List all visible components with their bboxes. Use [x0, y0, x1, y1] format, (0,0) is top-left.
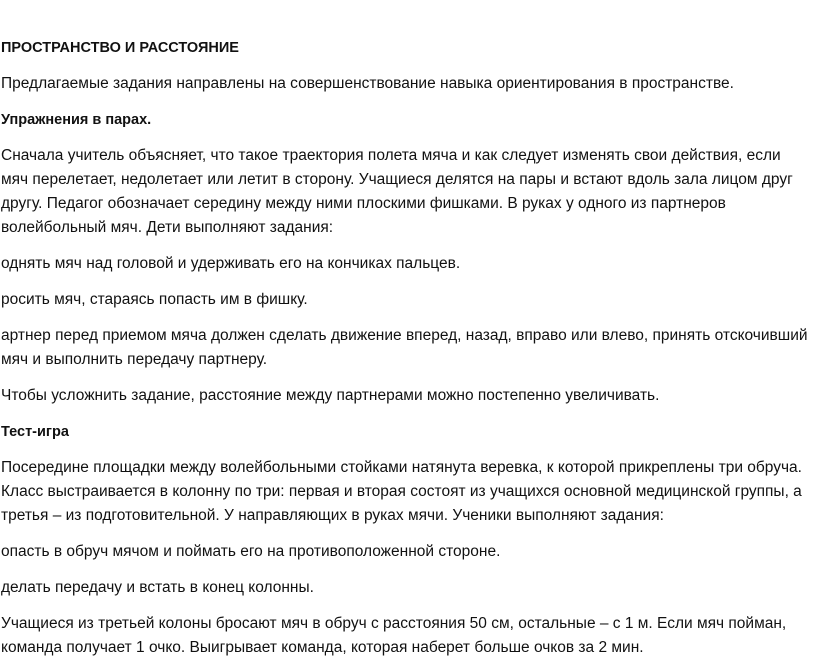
section-heading-pairs: Упражнения в парах. [1, 112, 152, 128]
test-game-description: Посередине площадки между волейбольными стойками натянута веревка, к которой прикреплены три обруча. Класс выстраивается в колонну по три: первая и вторая состоят из учащихся основной медицинской группы, а третья – из подготовительной. У направляющих в руках мячи. Ученики выполняют задания: [1, 459, 802, 524]
task-item: росить мяч, стараясь попасть им в фишку. [1, 291, 308, 308]
task-item: артнер перед приемом мяча должен сделать движение вперед, назад, вправо или влево, принять отскочивший мяч и выполнить передачу партнеру. [1, 327, 808, 368]
intro-paragraph: Предлагаемые задания направлены на совершенствование навыка ориентирования в пространстве. [1, 75, 734, 92]
page-title: ПРОСТРАНСТВО И РАССТОЯНИЕ [1, 40, 239, 56]
task-item: опасть в обруч мячом и поймать его на противоположенной стороне. [1, 543, 501, 560]
pairs-description: Сначала учитель объясняет, что такое траектория полета мяча и как следует изменять свои действия, если мяч перелетает, недолетает или летит в сторону. Учащиеся делятся на пары и встают вдоль зала лицом друг другу. Педагог обозначает середину между ними плоскими фишками. В руках у одного из партнеров волейбольный мяч. Дети выполняют задания: [1, 147, 793, 236]
task-item: делать передачу и встать в конец колонны. [1, 579, 314, 596]
section-heading-test-game: Тест-игра [1, 424, 69, 440]
scoring-paragraph: Учащиеся из третьей колоны бросают мяч в обруч с расстояния 50 см, остальные – с 1 м. Если мяч пойман, команда получает 1 очко. Выигрывает команда, которая наберет больше очков за 2 мин. [1, 615, 787, 656]
complication-paragraph: Чтобы усложнить задание, расстояние между партнерами можно постепенно увеличивать. [1, 387, 660, 404]
task-item: однять мяч над головой и удерживать его на кончиках пальцев. [1, 255, 461, 272]
document-page [1, 36, 809, 672]
